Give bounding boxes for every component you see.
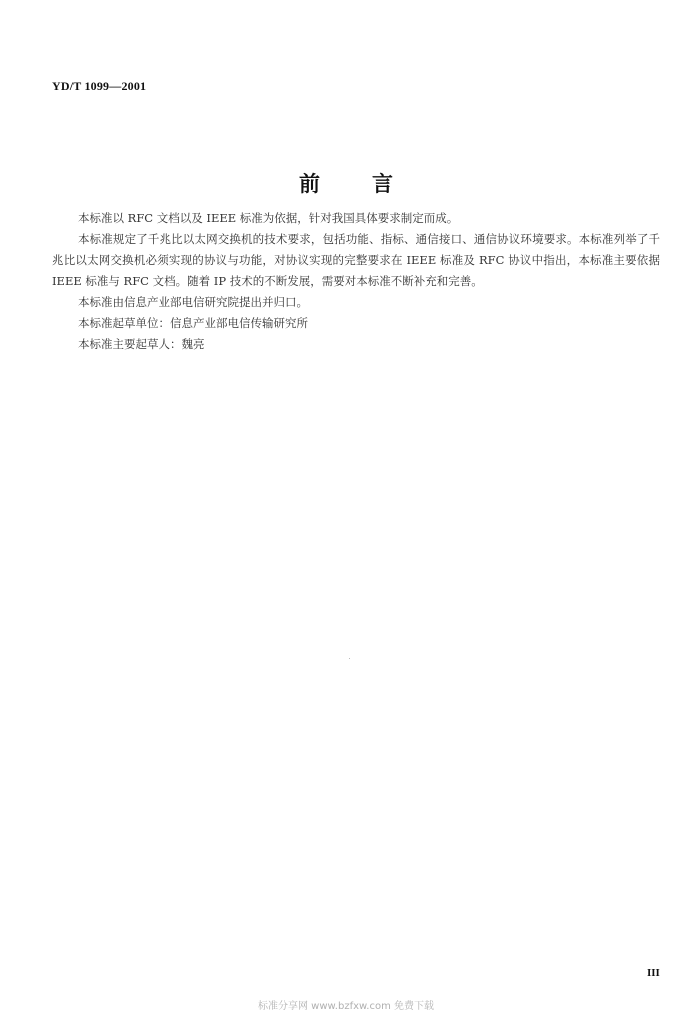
scan-speck <box>349 658 350 659</box>
page-title <box>0 168 692 198</box>
title-char-1: 前 <box>299 172 320 196</box>
paragraph-drafter: 本标准主要起草人：魏亮 <box>78 337 205 351</box>
title-char-2: 言 <box>372 172 393 196</box>
paragraph-drafting-unit: 本标准起草单位：信息产业部电信传输研究所 <box>78 316 308 330</box>
foreword-body <box>52 208 660 355</box>
paragraph-basis: 本标准以 RFC 文档以及 IEEE 标准为依据，针对我国具体要求制定而成。 <box>78 211 459 225</box>
standard-number: YD/T 1099—2001 <box>52 79 147 93</box>
page-number: III <box>647 967 660 979</box>
watermark: 标准分享网 www.bzfxw.com 免费下载 <box>258 1001 434 1012</box>
paragraph-scope: 本标准规定了千兆比以太网交换机的技术要求，包括功能、指标、通信接口、通信协议环境要求。本标准列举了千兆比以太网交换机必须实现的协议与功能，对协议实现的完整要求在 IEEE 标准及 RFC 协议中指出，本标准主要依据 IEEE 标准与 RFC 文档。随着 IP 技术的不断发展，需要对本标准不断补充和完善。 <box>52 232 660 288</box>
paragraph-proposer: 本标准由信息产业部电信研究院提出并归口。 <box>78 295 308 309</box>
